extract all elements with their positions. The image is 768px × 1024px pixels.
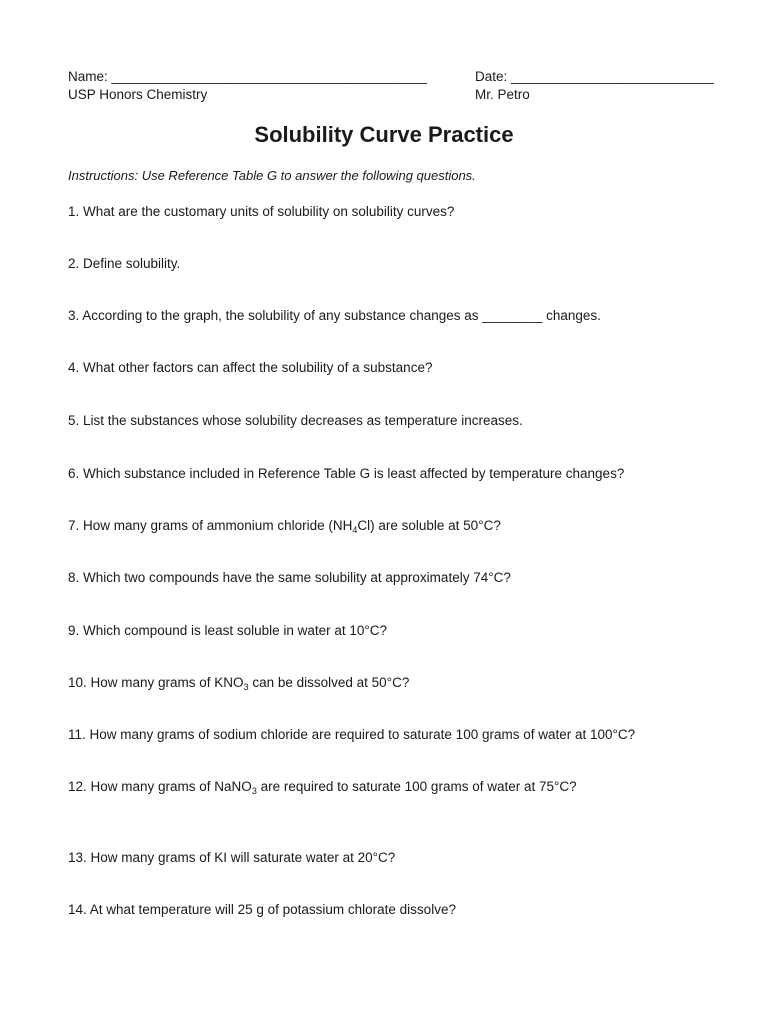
- header-right: [475, 68, 714, 104]
- question-10: [68, 674, 409, 692]
- question-7-subscript: 4: [352, 525, 358, 535]
- question-6: 6. Which substance included in Reference Table G is least affected by temperature changes?: [68, 466, 625, 481]
- name-field-label: Name: __________________________________________: [68, 69, 427, 84]
- question-12: [68, 778, 577, 796]
- question-10-text-end: can be dissolved at 50°C?: [248, 675, 410, 690]
- instructions: Instructions: Use Reference Table G to answer the following questions.: [68, 168, 476, 183]
- question-10-text-start: 10. How many grams of KNO: [68, 675, 244, 690]
- question-8: 8. Which two compounds have the same solubility at approximately 74°C?: [68, 570, 511, 585]
- question-4: 4. What other factors can affect the solubility of a substance?: [68, 360, 433, 375]
- question-12-text-start: 12. How many grams of NaNO: [68, 779, 252, 794]
- question-5: 5. List the substances whose solubility decreases as temperature increases.: [68, 413, 523, 428]
- teacher-name: Mr. Petro: [475, 87, 530, 102]
- question-2: 2. Define solubility.: [68, 256, 181, 271]
- question-9: 9. Which compound is least soluble in water at 10°C?: [68, 623, 388, 638]
- question-11: 11. How many grams of sodium chloride are required to saturate 100 grams of water at 100°C?: [68, 727, 636, 742]
- question-7-text-start: 7. How many grams of ammonium chloride (NH: [68, 518, 353, 533]
- question-14: 14. At what temperature will 25 g of potassium chlorate dissolve?: [68, 902, 456, 917]
- question-10-subscript: 3: [243, 682, 249, 692]
- question-7-text-end: Cl) are soluble at 50°C?: [357, 518, 501, 533]
- date-field-label: Date: ___________________________: [475, 69, 714, 84]
- header-left: [68, 68, 427, 104]
- question-13: 13. How many grams of KI will saturate water at 20°C?: [68, 850, 396, 865]
- question-12-subscript: 3: [251, 786, 257, 796]
- page-title: Solubility Curve Practice: [254, 122, 514, 147]
- question-1: 1. What are the customary units of solubility on solubility curves?: [68, 204, 455, 219]
- question-3: 3. According to the graph, the solubility of any substance changes as ________ changes.: [68, 308, 601, 323]
- class-name: USP Honors Chemistry: [68, 87, 208, 102]
- question-12-text-end: are required to saturate 100 grams of water at 75°C?: [256, 779, 577, 794]
- question-7: [68, 517, 501, 535]
